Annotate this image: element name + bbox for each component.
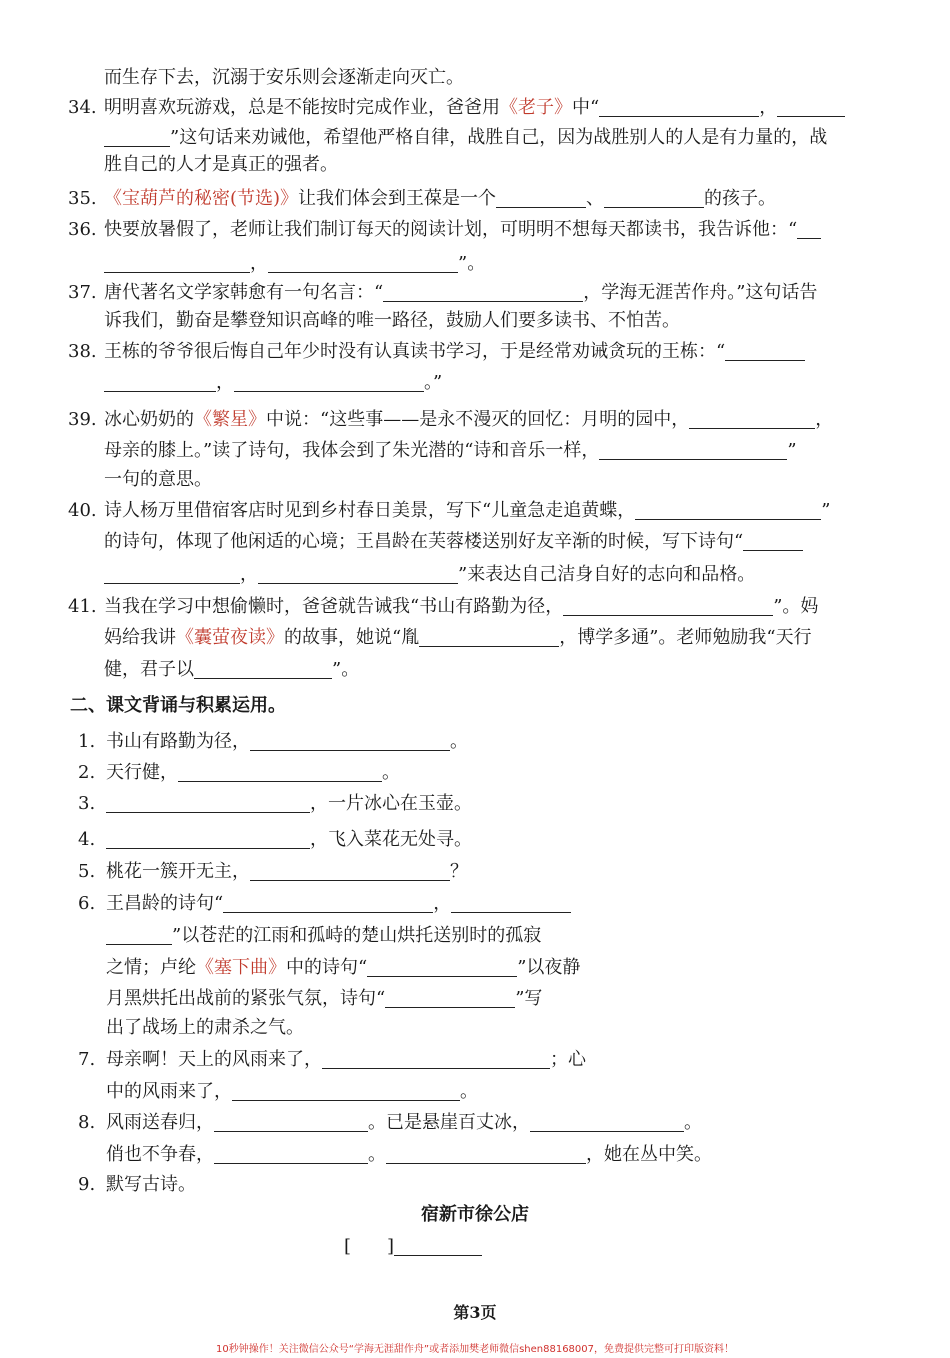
answer-blank[interactable] xyxy=(599,439,787,460)
section-title: 二、课文背诵与积累运用。 xyxy=(70,695,286,716)
answer-blank[interactable] xyxy=(367,956,517,977)
question-number: 34. xyxy=(68,97,97,118)
question-39-line-3: 一句的意思。 xyxy=(104,469,212,490)
item-9: 默写古诗。 xyxy=(106,1174,196,1195)
question-39-line-2: 母亲的膝上。”读了诗句，我体会到了朱光潜的“诗和音乐一样， ” xyxy=(104,440,797,461)
question-35: 《宝葫芦的秘密(节选)》让我们体会到王葆是一个 、 的孩子。 xyxy=(104,188,777,209)
answer-blank[interactable] xyxy=(385,987,515,1008)
answer-blank[interactable] xyxy=(635,499,821,520)
dynasty-bracket: [ ] xyxy=(344,1236,395,1257)
answer-blank[interactable] xyxy=(689,408,815,429)
answer-blank[interactable] xyxy=(563,595,773,616)
item-4: ，飞入菜花无处寻。 xyxy=(106,826,846,854)
item-7-line-2: 中的风雨来了， 。 xyxy=(106,1081,478,1102)
answer-blank[interactable] xyxy=(106,828,310,849)
item-5: 桃花一簇开无主， ？ xyxy=(106,861,468,882)
question-number: 38. xyxy=(68,341,97,362)
answer-blank[interactable] xyxy=(394,1235,482,1256)
question-40-line-2: 的诗句，体现了他闲适的心境；王昌龄在芙蓉楼送别好友辛渐的时候，写下诗句“ xyxy=(104,528,846,556)
item-6-line-4: 月黑烘托出战前的紧张气氛，诗句“ ”写 xyxy=(106,988,543,1009)
answer-blank[interactable] xyxy=(386,1143,586,1164)
item-number: 9. xyxy=(78,1174,96,1195)
answer-blank[interactable] xyxy=(178,761,382,782)
answer-blank[interactable] xyxy=(234,371,424,392)
answer-blank[interactable] xyxy=(268,252,458,273)
question-34-line-3: 胜自己的人才是真正的强者。 xyxy=(104,154,338,175)
item-3: ，一片冰心在玉壶。 xyxy=(106,790,846,818)
item-7-line-1: 母亲啊！天上的风雨来了， ；心 xyxy=(106,1049,586,1070)
question-34-line-2: ”这句话来劝诫他，希望他严格自律，战胜自己，因为战胜别人的人是有力量的，战 xyxy=(104,124,846,152)
question-37-line-1: 唐代著名文学家韩愈有一句名言：“ ，学海无涯苦作舟。”这句话告 xyxy=(104,282,818,303)
question-41-line-2: 妈给我讲《囊萤夜读》的故事，她说“胤 ，博学多通”。老师勉励我“天行 xyxy=(104,627,812,648)
question-39-line-1: 冰心奶奶的《繁星》中说：“这些事——是永不漫灭的回忆：月明的园中， ， xyxy=(104,409,834,430)
answer-blank[interactable] xyxy=(322,1048,550,1069)
question-number: 36. xyxy=(68,219,97,240)
question-36-line-2: ， ”。 xyxy=(104,250,846,278)
book-title: 《老子》 xyxy=(500,97,572,118)
item-6-line-1: 王昌龄的诗句“ ， xyxy=(106,890,846,918)
answer-blank[interactable] xyxy=(258,563,458,584)
item-number: 6. xyxy=(78,893,96,914)
item-number: 3. xyxy=(78,793,96,814)
item-2: 天行健， 。 xyxy=(106,762,400,783)
answer-blank[interactable] xyxy=(797,218,821,239)
question-36-line-1: 快要放暑假了，老师让我们制订每天的阅读计划，可明明不想每天都读书，我告诉他：“ xyxy=(104,216,846,244)
answer-blank[interactable] xyxy=(106,924,172,945)
answer-blank[interactable] xyxy=(214,1111,368,1132)
question-number: 37. xyxy=(68,282,97,303)
question-38-line-2: ， 。” xyxy=(104,369,846,397)
footer-notice: 10秒钟操作！关注微信公众号“学海无涯甜作舟”或者添加樊老师微信shen88168007，免费提供完整可打印版资料！ xyxy=(215,1344,735,1355)
book-title: 《繁星》 xyxy=(194,409,266,430)
book-title: 《宝葫芦的秘密(节选)》 xyxy=(104,188,299,209)
item-6-line-5: 出了战场上的肃杀之气。 xyxy=(106,1017,304,1038)
question-40-line-3: ， ”来表达自己洁身自好的志向和品格。 xyxy=(104,561,846,589)
book-title: 《塞下曲》 xyxy=(196,957,286,978)
question-38-line-1: 王栋的爷爷很后悔自己年少时没有认真读书学习，于是经常劝诫贪玩的王栋：“ xyxy=(104,338,846,366)
item-number: 5. xyxy=(78,861,96,882)
item-8-line-2: 俏也不争春， 。 ，她在丛中笑。 xyxy=(106,1144,712,1165)
question-number: 39. xyxy=(68,409,97,430)
answer-blank[interactable] xyxy=(223,892,433,913)
page-number: 第3页 xyxy=(453,1303,497,1322)
answer-blank[interactable] xyxy=(104,563,240,584)
item-number: 4. xyxy=(78,829,96,850)
question-40-line-1: 诗人杨万里借宿客店时见到乡村春日美景，写下“儿童急走追黄蝶， ” xyxy=(104,500,831,521)
answer-blank[interactable] xyxy=(777,96,845,117)
answer-blank[interactable] xyxy=(599,96,759,117)
answer-blank[interactable] xyxy=(530,1111,684,1132)
question-41-line-3: 健，君子以 ”。 xyxy=(104,659,360,680)
answer-blank[interactable] xyxy=(250,730,450,751)
item-8-line-1: 风雨送春归， 。已是悬崖百丈冰， 。 xyxy=(106,1112,702,1133)
answer-blank[interactable] xyxy=(604,187,704,208)
item-6-line-3: 之情；卢纶《塞下曲》中的诗句“ ”以夜静 xyxy=(106,957,581,978)
question-number: 40. xyxy=(68,500,97,521)
question-41-line-1: 当我在学习中想偷懒时，爸爸就告诫我“书山有路勤为径， ”。妈 xyxy=(104,596,819,617)
item-6-line-2: ”以苍茫的江雨和孤峙的楚山烘托送别时的孤寂 xyxy=(106,922,846,950)
item-1: 书山有路勤为径， 。 xyxy=(106,731,468,752)
answer-blank[interactable] xyxy=(496,187,586,208)
answer-blank[interactable] xyxy=(214,1143,368,1164)
answer-blank[interactable] xyxy=(232,1080,460,1101)
continued-text: 而生存下去，沉溺于安乐则会逐渐走向灭亡。 xyxy=(104,67,464,88)
answer-blank[interactable] xyxy=(250,860,450,881)
item-number: 2. xyxy=(78,762,96,783)
answer-blank[interactable] xyxy=(104,126,170,147)
item-number: 1. xyxy=(78,731,96,752)
answer-blank[interactable] xyxy=(104,371,216,392)
answer-blank[interactable] xyxy=(725,340,805,361)
question-34-line-1: 明明喜欢玩游戏，总是不能按时完成作业，爸爸用《老子》中“ ， xyxy=(104,94,846,122)
book-title: 《囊萤夜读》 xyxy=(176,627,284,648)
answer-blank[interactable] xyxy=(451,892,571,913)
answer-blank[interactable] xyxy=(194,658,332,679)
question-37-line-2: 诉我们，勤奋是攀登知识高峰的唯一路径，鼓励人们要多读书、不怕苦。 xyxy=(104,310,680,331)
answer-blank[interactable] xyxy=(106,792,310,813)
item-number: 8. xyxy=(78,1112,96,1133)
question-number: 35. xyxy=(68,188,97,209)
answer-blank[interactable] xyxy=(104,252,250,273)
question-number: 41. xyxy=(68,596,97,617)
answer-blank[interactable] xyxy=(743,530,803,551)
answer-blank[interactable] xyxy=(383,281,583,302)
poem-title: 宿新市徐公店 xyxy=(421,1204,529,1225)
item-number: 7. xyxy=(78,1049,96,1070)
answer-blank[interactable] xyxy=(419,626,559,647)
poem-author-line xyxy=(344,1233,482,1261)
